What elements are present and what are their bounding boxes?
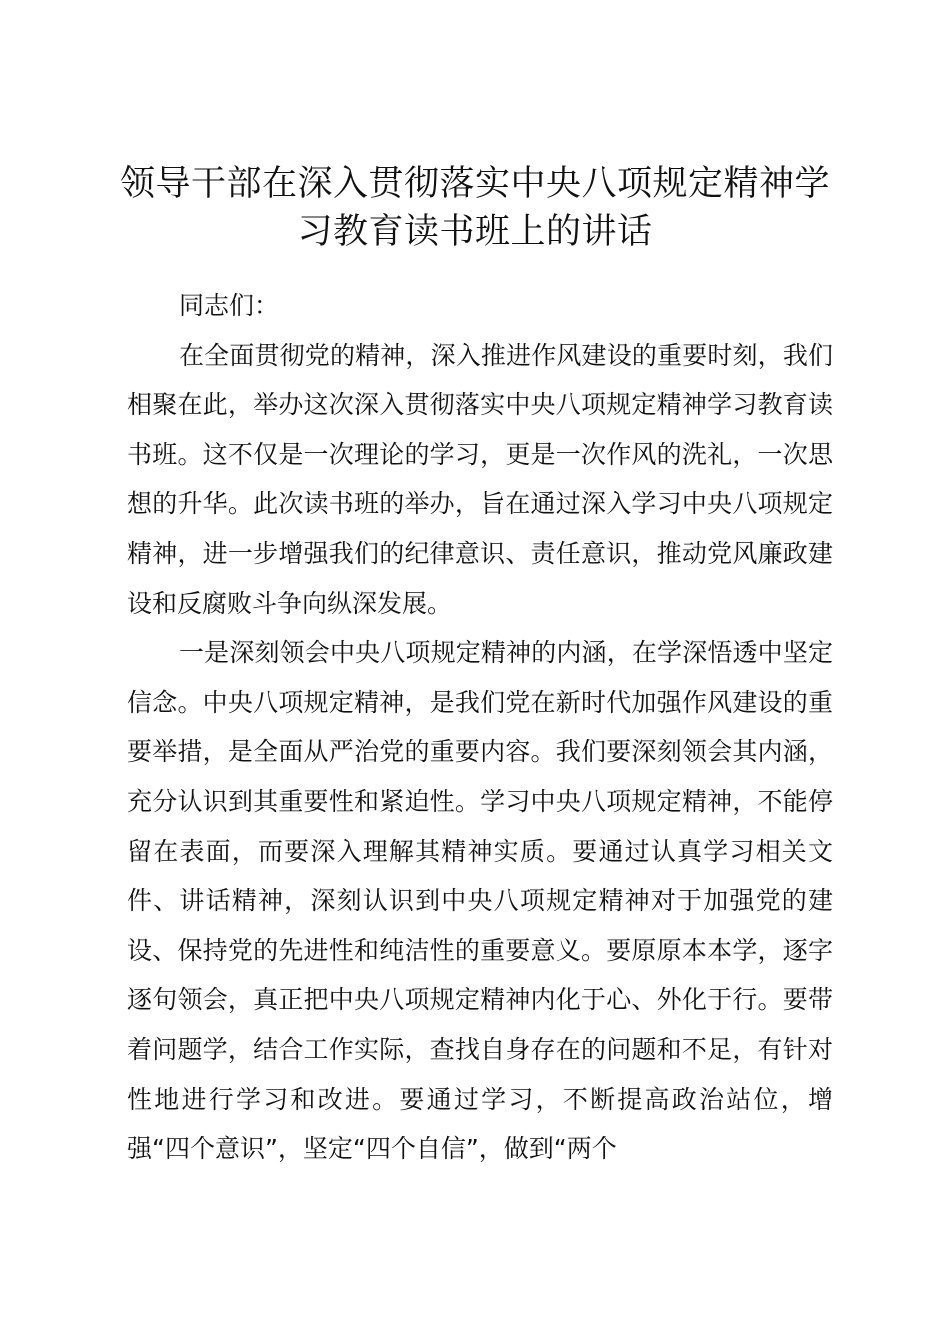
document-title: [120, 160, 830, 256]
title-line-1: 领导干部在深入贯彻落实中央八项规定精神学: [120, 164, 831, 204]
document-body: [127, 281, 833, 1174]
paragraph-point-one: 一是深刻领会中央八项规定精神的内涵，在学深悟透中坚定信念。中央八项规定精神，是我们党在新时代加强作风建设的重要举措，是全面从严治党的重要内容。我们要深刻领会其内涵，充分认识到其重要性和紧迫性。学习中央八项规定精神，不能停留在表面，而要深入理解其精神实质。要通过认真学习相关文件、讲话精神，深刻认识到中央八项规定精神对于加强党的建设、保持党的先进性和纯洁性的重要意义。要原原本本学，逐字逐句领会，真正把中央八项规定精神内化于心、外化于行。要带着问题学，结合工作实际，查找自身存在的问题和不足，有针对性地进行学习和改进。要通过学习，不断提高政治站位，增强“四个意识”，坚定“四个自信”，做到“两个: [127, 638, 833, 1164]
title-line-2: 习教育读书班上的讲话: [297, 212, 653, 252]
salutation: 同志们：: [179, 291, 280, 320]
paragraph-intro: 在全面贯彻党的精神，深入推进作风建设的重要时刻，我们相聚在此，举办这次深入贯彻落实中央八项规定精神学习教育读书班。这不仅是一次理论的学习，更是一次作风的洗礼，一次思想的升华。此次读书班的举办，旨在通过深入学习中央八项规定精神，进一步增强我们的纪律意识、责任意识，推动党风廉政建设和反腐败斗争向纵深发展。: [127, 340, 833, 618]
